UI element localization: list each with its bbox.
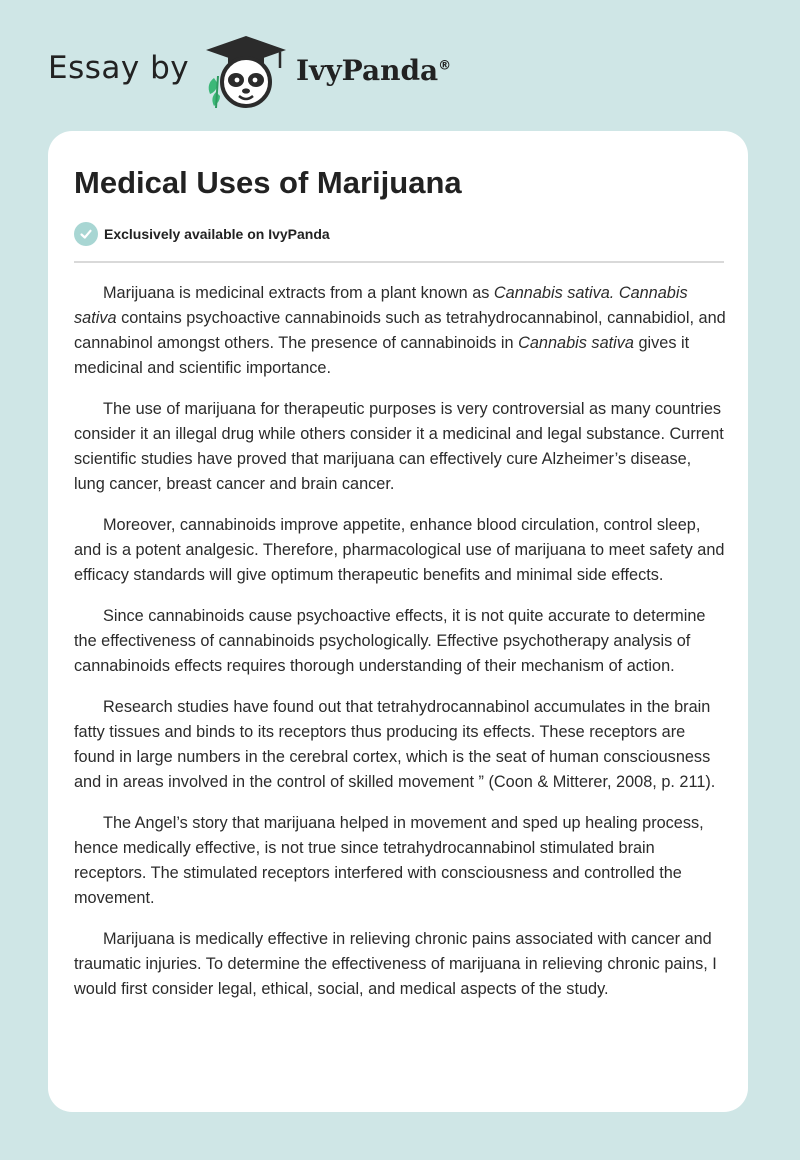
essay-body <box>74 281 726 1018</box>
site-header <box>0 0 800 130</box>
paragraph-text: Marijuana is medically effective in relieving chronic pains associated with cancer and traumatic injuries. To determine the effectiveness of marijuana in relieving chronic pains, I would first consider legal, ethical, social, and medical aspects of the study. <box>74 930 717 998</box>
essay-paragraph <box>74 397 726 497</box>
essay-paragraph <box>74 513 726 588</box>
check-icon <box>74 222 98 246</box>
essay-paragraph <box>74 927 726 1002</box>
brand-name[interactable] <box>296 54 451 87</box>
ivy-leaf-icon <box>209 76 220 108</box>
essay-paragraph <box>74 604 726 679</box>
paragraph-text: Research studies have found out that tetrahydrocannabinol accumulates in the brain fatty tissues and binds to its receptors thus producing its effects. These receptors are found in large numbers in the cerebral cortex, which is the seat of human consciousness and in areas involved in the control of skilled movement ” (Coon & Mitterer, 2008, p. 211). <box>74 698 716 791</box>
panda-logo-icon[interactable] <box>200 34 292 110</box>
essay-card <box>48 131 748 1112</box>
paragraph-text: The Angel’s story that marijuana helped in movement and sped up healing process, hence medically effective, is not true since tetrahydrocannabinol stimulated brain receptors. The stimulated receptors interfered with consciousness and controlled the movement. <box>74 814 704 907</box>
italic-text: Cannabis sativa <box>518 334 634 352</box>
italic-text: Cannabis sativa. Cannabis sativa <box>74 284 688 327</box>
paragraph-text: gives it medicinal and scientific importance. <box>74 334 690 377</box>
paragraph-text: The use of marijuana for therapeutic purposes is very controversial as many countries consider it an illegal drug while others consider it a medicinal and legal substance. Current scientific studies have proved that marijuana can effectively cure Alzheimer’s disease, lung cancer, breast cancer and brain cancer. <box>74 400 724 493</box>
essay-by-label: Essay by <box>48 50 190 86</box>
paragraph-text: contains psychoactive cannabinoids such as tetrahydrocannabinol, cannabidiol, and cannabinol amongst others. The presence of cannabinoids in <box>74 309 726 352</box>
essay-paragraph <box>74 281 726 381</box>
registered-mark: ® <box>438 58 452 74</box>
page-title: Medical Uses of Marijuana <box>74 165 462 200</box>
brand-text: IvyPanda <box>296 54 439 87</box>
badge-label: Exclusively available on IvyPanda <box>104 226 330 242</box>
essay-paragraph <box>74 695 726 795</box>
paragraph-text: Marijuana is medicinal extracts from a plant known as <box>103 284 494 302</box>
essay-paragraph <box>74 811 726 911</box>
paragraph-text: Moreover, cannabinoids improve appetite, enhance blood circulation, control sleep, and is a potent analgesic. Therefore, pharmacological use of marijuana to meet safety and efficacy standards will give optimum therapeutic benefits and minimal side effects. <box>74 516 725 584</box>
divider <box>74 261 724 263</box>
paragraph-text: Since cannabinoids cause psychoactive effects, it is not quite accurate to determine the effectiveness of cannabinoids psychologically. Effective psychotherapy analysis of cannabinoids effects requires thorough understanding of their mechanism of action. <box>74 607 706 675</box>
exclusive-badge <box>74 221 330 247</box>
